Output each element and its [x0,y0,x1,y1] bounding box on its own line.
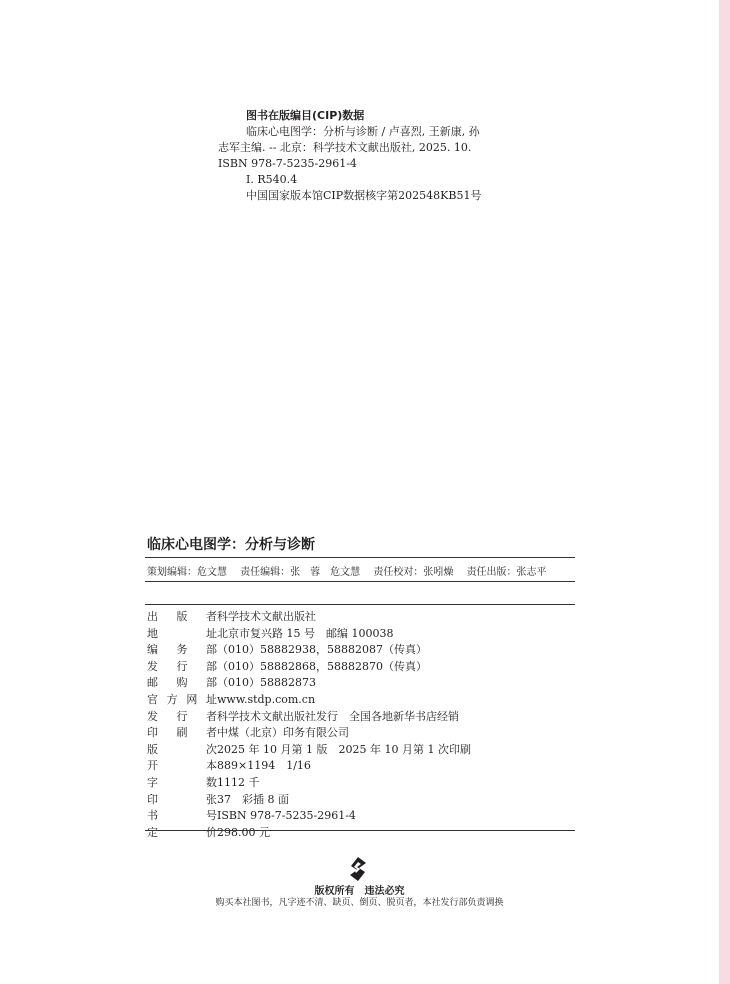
editor-credit: 责任校对：张吲燥 [373,567,454,578]
detail-value: 889×1194 1/16 [217,759,311,773]
detail-value: 中煤（北京）印务有限公司 [217,726,349,740]
detail-value: （010）58882868，58882870（传真） [217,659,427,673]
editor-credit: 责任出版：张志平 [466,567,547,578]
cip-line: 中国国家版本馆CIP数据核字第202548KB51号 [246,189,482,202]
detail-row [147,825,471,842]
detail-value: 北京市复兴路 15 号 邮编 100038 [217,626,394,640]
divider [145,581,575,582]
detail-row [147,792,471,809]
detail-row [147,709,471,726]
detail-value: 1112 千 [217,775,260,789]
detail-label: 印张 [147,792,217,806]
detail-label: 版次 [147,742,217,756]
detail-row [147,808,471,825]
detail-row [147,642,471,659]
cip-heading: 图书在版编目(CIP)数据 [246,109,365,122]
detail-value: 298.00 元 [217,825,270,839]
detail-row [147,742,471,759]
cip-line: 临床心电图学：分析与诊断 / 卢喜烈, 王新康, 孙 [246,125,480,138]
detail-row [147,758,471,775]
detail-value: ISBN 978-7-5235-2961-4 [217,809,356,823]
cip-line: ISBN 978-7-5235-2961-4 [218,157,357,170]
detail-row [147,775,471,792]
editor-credits [147,563,557,578]
divider [145,557,575,558]
detail-label: 官方网址 [147,692,217,706]
detail-value: （010）58882873 [217,676,316,690]
detail-row [147,659,471,676]
detail-label: 印刷者 [147,726,217,740]
cip-line: Ⅰ. R540.4 [246,173,298,186]
detail-value: www.stdp.com.cn [217,692,316,706]
detail-label: 发行者 [147,709,217,723]
divider [145,604,575,605]
page-edge-strip [719,0,730,984]
cip-line: 志军主编. -- 北京：科学技术文献出版社, 2025. 10. [218,141,472,154]
detail-label: 出版者 [147,610,217,623]
detail-label: 定价 [147,825,217,839]
detail-row [147,675,471,692]
publication-details [147,609,471,841]
detail-row [147,725,471,742]
editor-credit: 责任编辑：张 蓉 危文慧 [240,567,361,578]
detail-value: 37 彩插 8 面 [217,792,289,806]
cip-data-block [218,108,508,204]
detail-label: 字数 [147,775,217,789]
replacement-notice: 购买本社图书，凡字迹不清、缺页、倒页、脱页者，本社发行部负责调换 [215,898,504,908]
detail-row [147,609,471,626]
detail-value: 2025 年 10 月第 1 版 2025 年 10 月第 1 次印刷 [217,742,471,756]
detail-value: 科学技术文献出版社 [217,610,316,623]
detail-label: 地址 [147,626,217,640]
detail-label: 发行部 [147,659,217,673]
detail-label: 书号 [147,809,217,823]
detail-value: 科学技术文献出版社发行 全国各地新华书店经销 [217,709,459,723]
editor-credit: 策划编辑：危文慧 [147,567,227,578]
book-title: 临床心电图学：分析与诊断 [147,537,315,553]
detail-row [147,692,471,709]
divider [145,830,575,831]
detail-label: 邮购部 [147,676,217,690]
copyright-notice: 版权所有 违法必究 [314,886,405,897]
publisher-logo-icon [347,856,369,882]
detail-label: 开本 [147,759,217,773]
detail-value: （010）58882938，58882087（传真） [217,643,427,657]
detail-row [147,626,471,643]
detail-label: 编务部 [147,643,217,657]
